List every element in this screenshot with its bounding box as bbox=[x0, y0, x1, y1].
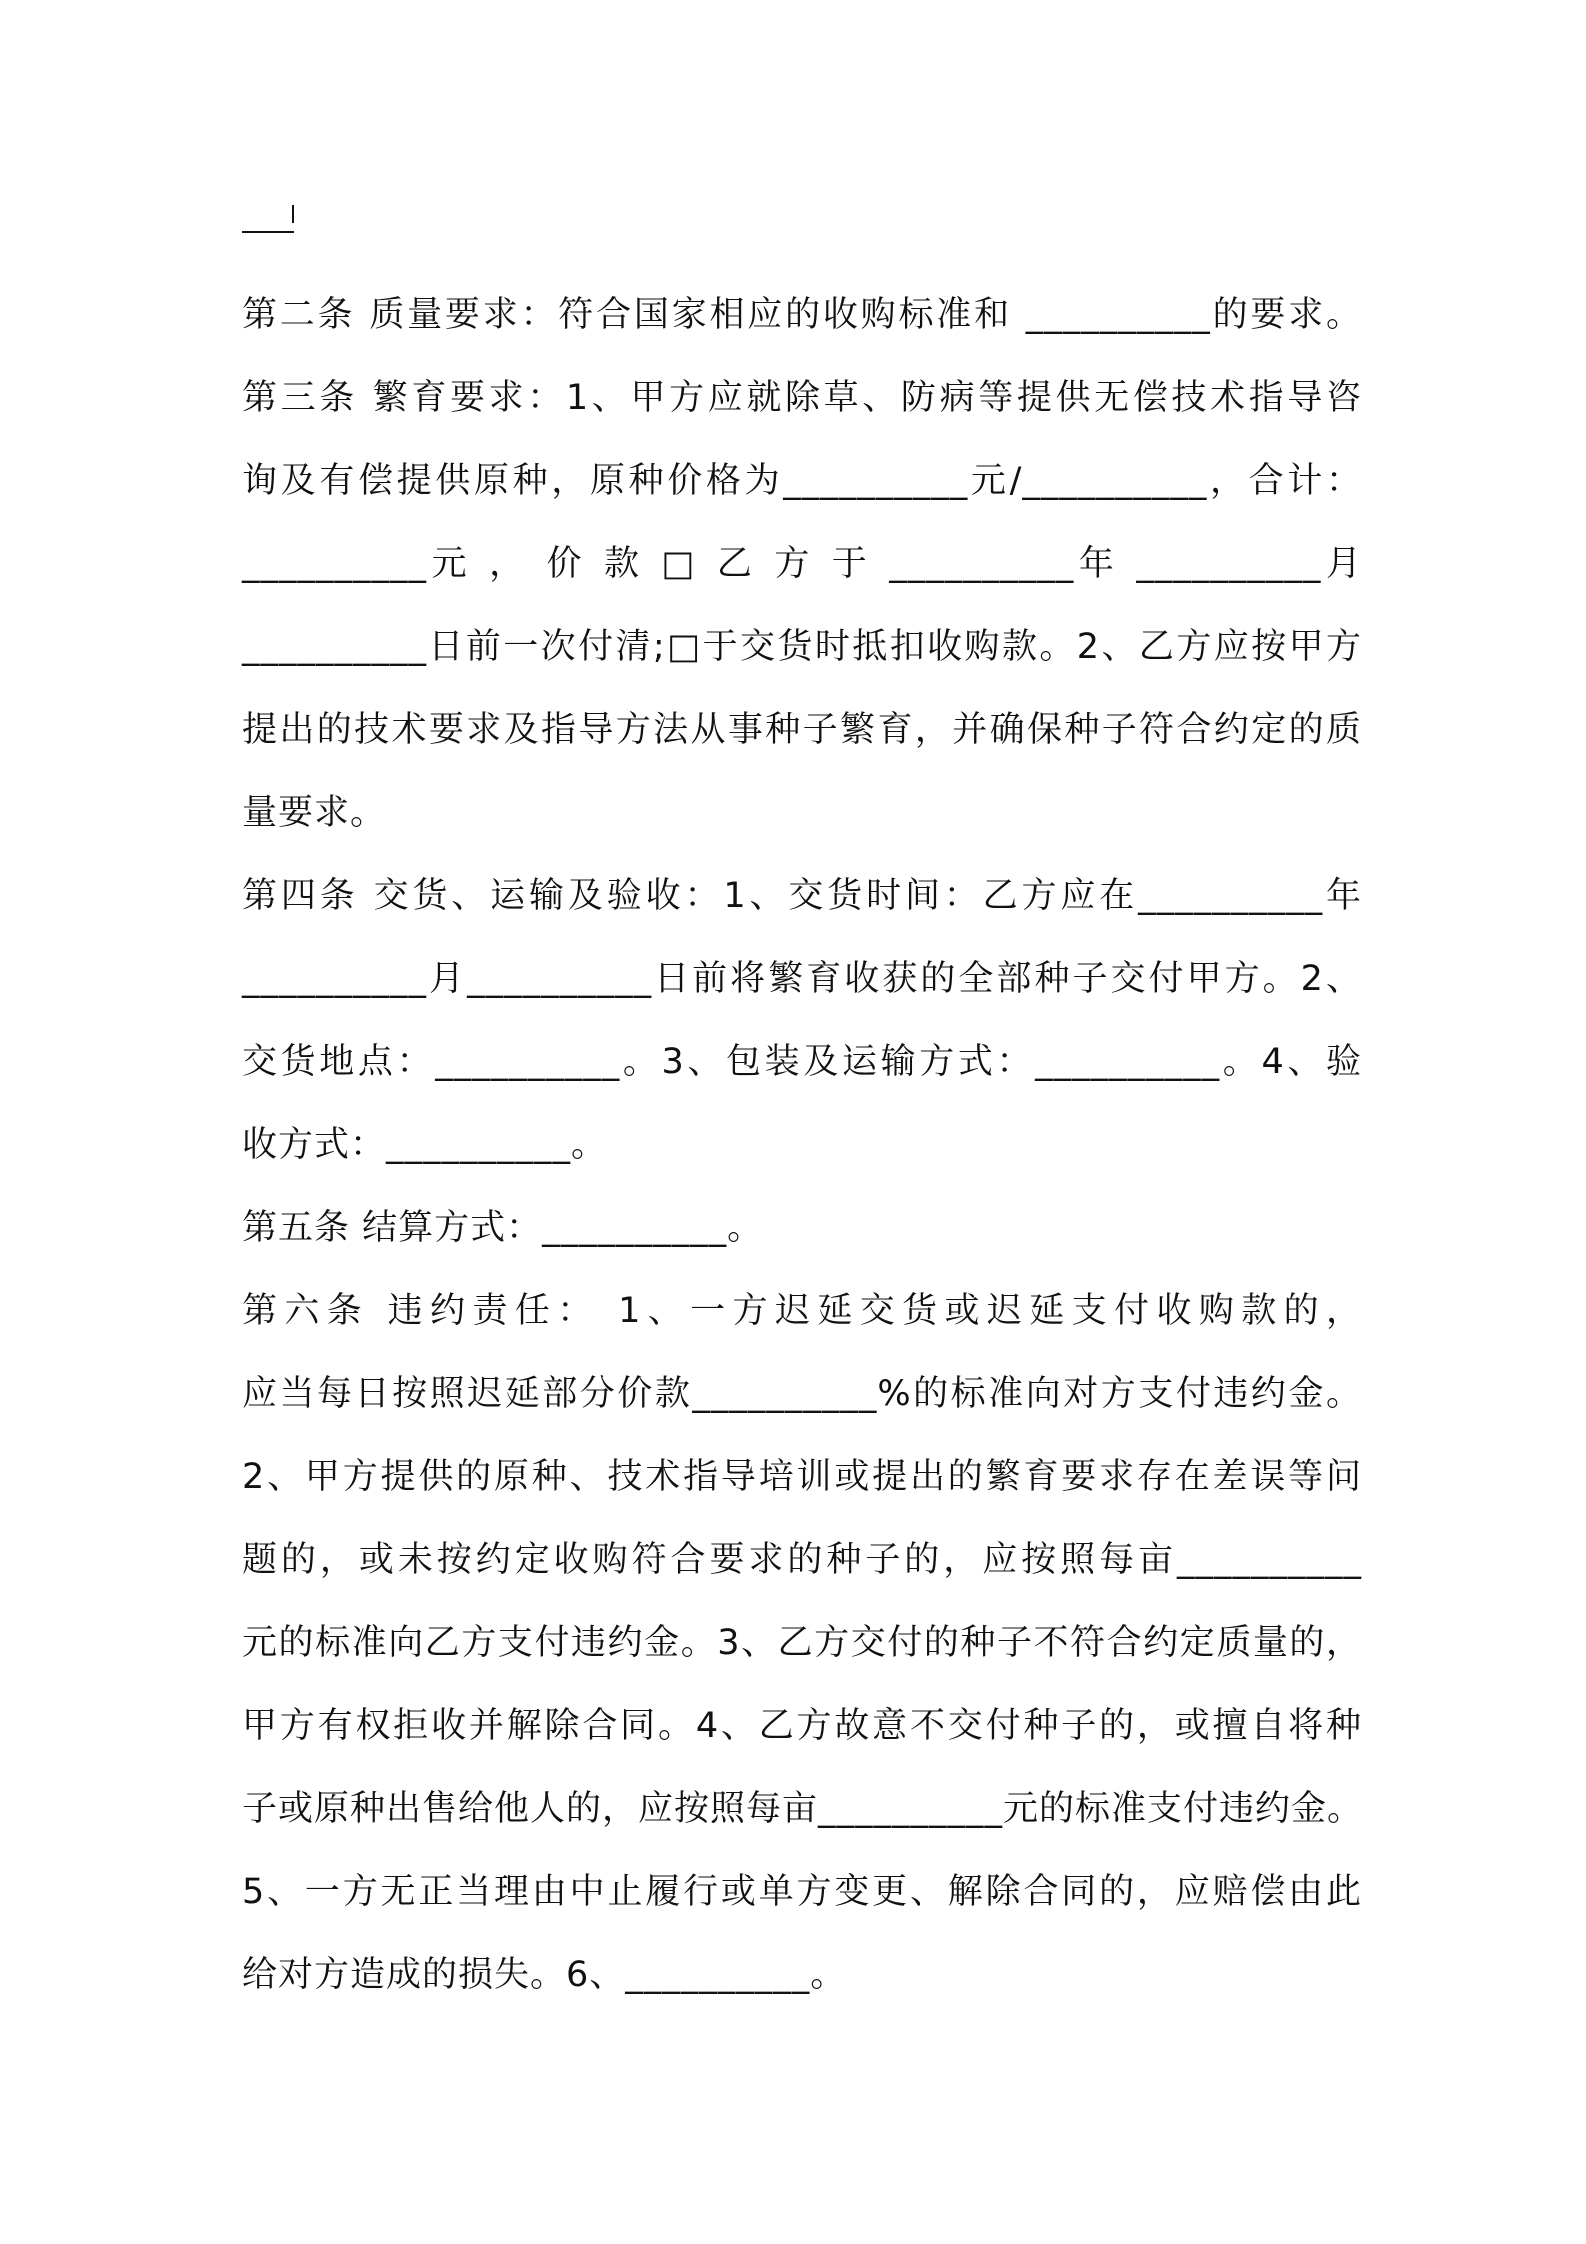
article-6-line-9: 给对方造成的损失。6、__________。 bbox=[242, 1955, 847, 1995]
article-3-line-1: 第三条 繁育要求：1、甲方应就除草、防病等提供无偿技术指导咨 bbox=[242, 378, 1362, 418]
article-4-line-3: 交货地点：__________。3、包装及运输方式：__________。4、验 bbox=[242, 1042, 1362, 1082]
article-3-line-2: 询及有偿提供原种，原种价格为__________元/__________，合计： bbox=[242, 461, 1362, 501]
article-2-line-1: 第二条 质量要求：符合国家相应的收购标准和 __________的要求。 bbox=[242, 295, 1362, 335]
article-6-line-4: 题的，或未按约定收购符合要求的种子的，应按照每亩__________ bbox=[242, 1540, 1362, 1580]
article-4-line-1: 第四条 交货、运输及验收：1、交货时间：乙方应在__________年 bbox=[242, 876, 1362, 916]
article-6-line-8: 5、一方无正当理由中止履行或单方变更、解除合同的，应赔偿由此 bbox=[242, 1872, 1362, 1912]
article-3-line-3: __________元 ， 价 款 □ 乙 方 于 __________年 __________月 bbox=[242, 544, 1362, 584]
article-6-line-2: 应当每日按照迟延部分价款__________%的标准向对方支付违约金。 bbox=[242, 1374, 1362, 1414]
article-6-line-1: 第六条 违约责任： 1、一方迟延交货或迟延支付收购款的， bbox=[242, 1291, 1362, 1331]
article-6-line-7: 子或原种出售给他人的，应按照每亩__________元的标准支付违约金。 bbox=[242, 1789, 1364, 1829]
corner-mark bbox=[242, 205, 294, 233]
article-3-line-5: 提出的技术要求及指导方法从事种子繁育，并确保种子符合约定的质 bbox=[242, 710, 1362, 750]
article-6-line-5: 元的标准向乙方支付违约金。3、乙方交付的种子不符合约定质量的， bbox=[242, 1623, 1362, 1663]
article-4-line-4: 收方式：__________。 bbox=[242, 1125, 608, 1165]
article-6-line-6: 甲方有权拒收并解除合同。4、乙方故意不交付种子的，或擅自将种 bbox=[242, 1706, 1362, 1746]
article-3-line-6: 量要求。 bbox=[242, 793, 387, 833]
article-4-line-2: __________月__________日前将繁育收获的全部种子交付甲方。2、 bbox=[242, 959, 1362, 999]
article-3-line-4: __________日前一次付清;□于交货时抵扣收购款。2、乙方应按甲方 bbox=[242, 627, 1362, 667]
article-6-line-3: 2、甲方提供的原种、技术指导培训或提出的繁育要求存在差误等问 bbox=[242, 1457, 1362, 1497]
article-5-line-1: 第五条 结算方式：__________。 bbox=[242, 1208, 764, 1248]
